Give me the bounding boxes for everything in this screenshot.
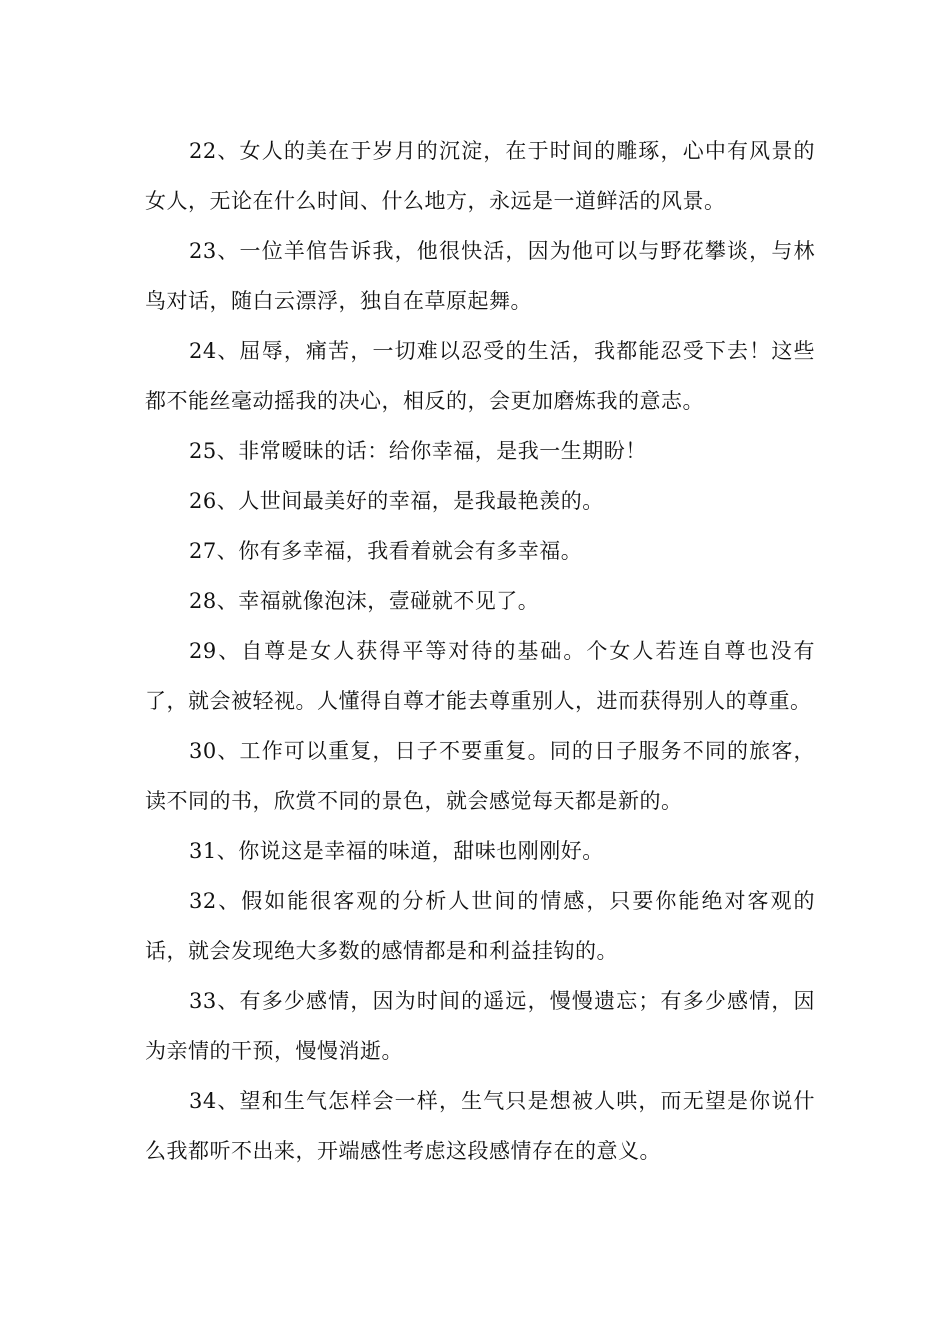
paragraph-34: 34、望和生气怎样会一样，生气只是想被人哄，而无望是你说什么我都听不出来，开端感性考虑这段感情存在的意义。 (145, 1089, 815, 1163)
paragraph-23: 23、一位羊倌告诉我，他很快活，因为他可以与野花攀谈，与林鸟对话，随白云漂浮，独自在草原起舞。 (145, 239, 815, 313)
paragraph-22: 22、女人的美在于岁月的沉淀，在于时间的雕琢，心中有风景的女人，无论在什么时间、什么地方，永远是一道鲜活的风景。 (145, 139, 815, 213)
paragraph-29: 29、自尊是女人获得平等对待的基础。个女人若连自尊也没有了，就会被轻视。人懂得自尊才能去尊重别人，进而获得别人的尊重。 (145, 639, 815, 713)
paragraph-32: 32、假如能很客观的分析人世间的情感，只要你能绝对客观的话，就会发现绝大多数的感情都是和利益挂钩的。 (145, 889, 815, 963)
paragraph-33: 33、有多少感情，因为时间的遥远，慢慢遗忘；有多少感情，因为亲情的干预，慢慢消逝。 (145, 989, 815, 1063)
document-body (145, 126, 815, 1176)
paragraph-30: 30、工作可以重复，日子不要重复。同的日子服务不同的旅客，读不同的书，欣赏不同的景色，就会感觉每天都是新的。 (145, 739, 815, 813)
paragraph-28: 28、幸福就像泡沫，壹碰就不见了。 (189, 589, 540, 613)
paragraph-27: 27、你有多幸福，我看着就会有多幸福。 (189, 539, 583, 563)
paragraph-25: 25、非常暧昧的话：给你幸福，是我一生期盼！ (189, 439, 647, 463)
paragraph-26: 26、人世间最美好的幸福，是我最艳羡的。 (189, 489, 604, 513)
paragraph-31: 31、你说这是幸福的味道，甜味也刚刚好。 (189, 839, 604, 863)
paragraph-24: 24、屈辱，痛苦，一切难以忍受的生活，我都能忍受下去！这些都不能丝毫动摇我的决心，相反的，会更加磨炼我的意志。 (145, 339, 815, 413)
